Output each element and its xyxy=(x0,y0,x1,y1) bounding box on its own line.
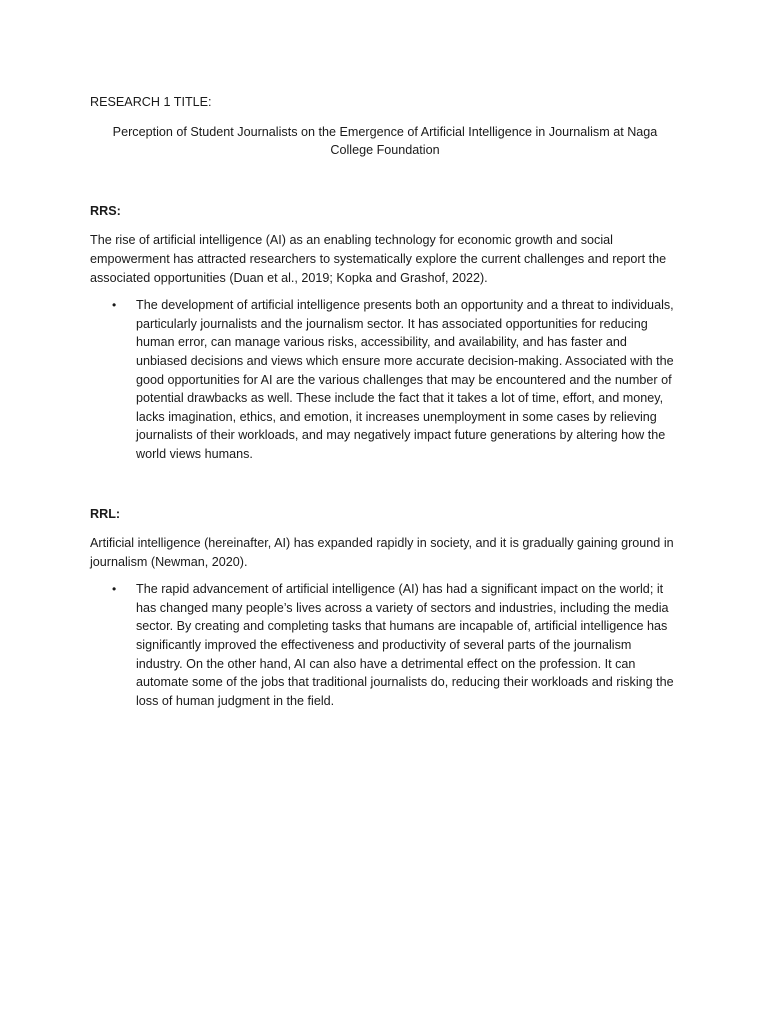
document-title: Perception of Student Journalists on the Emergence of Artificial Intelligence in Journalism at Naga College Foundation xyxy=(112,124,658,158)
rrs-paragraph: The rise of artificial intelligence (AI) as an enabling technology for economic growth and social empowerment has attracted researchers to systematically explore the current challenges and report the associated opportunities (Duan et al., 2019; Kopka and Grashof, 2022). xyxy=(90,233,667,285)
rrl-bullet-text: The rapid advancement of artificial intelligence (AI) has had a significant impact on the world; it has changed many people’s lives across a variety of sectors and industries, including the media sector. By creating and completing tasks that humans are incapable of, artificial intelligence has significantly improved the effectiveness and productivity of several parts of the journalism industry. On the other hand, AI can also have a detrimental effect on the profession. It can automate some of the jobs that traditional journalists do, reducing their workloads and risking the loss of human judgment in the field. xyxy=(136,582,674,708)
rrl-heading: RRL: xyxy=(90,506,121,521)
rrl-bullet-item xyxy=(90,580,680,710)
rrs-bullet-list xyxy=(90,296,680,463)
rrs-bullet-text: The development of artificial intelligence presents both an opportunity and a threat to individuals, particularly journalists and the journalism sector. It has associated opportunities for reducing human error, can manage various risks, accessibility, and availability, and has faster and unbiased decisions and views which ensure more accurate decision-making. Associated with the good opportunities for AI are the various challenges that may be encountered and the number of potential drawbacks as well. These include the fact that it takes a lot of time, effort, and money, lacks imagination, ethics, and emotion, it increases unemployment in some cases by relieving journalists of their workloads, and may negatively impact future generations by altering how the world views humans. xyxy=(136,298,674,461)
rrl-bullet-list xyxy=(90,580,680,710)
research-title-label: RESEARCH 1 TITLE: xyxy=(90,95,212,109)
rrs-bullet-item xyxy=(90,296,680,463)
rrl-paragraph: Artificial intelligence (hereinafter, AI) has expanded rapidly in society, and it is gradually gaining ground in journalism (Newman, 2020). xyxy=(90,536,674,569)
bullet-icon: • xyxy=(112,298,117,313)
rrs-heading: RRS: xyxy=(90,203,121,218)
document-page xyxy=(90,93,680,710)
bullet-icon: • xyxy=(112,582,117,597)
